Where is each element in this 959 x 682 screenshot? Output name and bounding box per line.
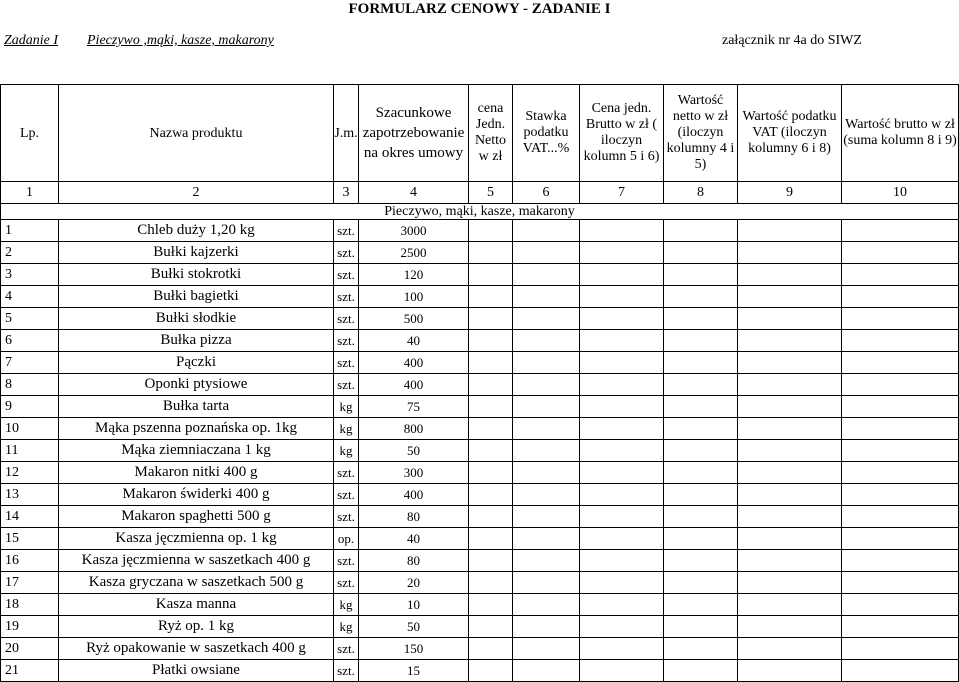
vat-value-cell[interactable] [738, 572, 842, 594]
table-row [1, 374, 959, 396]
lp-cell: 15 [1, 528, 59, 550]
net-value-cell[interactable] [664, 396, 738, 418]
quantity-cell: 75 [359, 396, 469, 418]
col-number: 9 [738, 182, 842, 204]
lp-cell: 4 [1, 286, 59, 308]
quantity-cell: 400 [359, 374, 469, 396]
lp-cell: 5 [1, 308, 59, 330]
net-value-cell[interactable] [664, 286, 738, 308]
attachment-label: załącznik nr 4a do SIWZ [722, 33, 862, 48]
lp-cell: 2 [1, 242, 59, 264]
col-number: 2 [59, 182, 334, 204]
gross-value-cell[interactable] [842, 462, 959, 484]
price-form-table [0, 84, 959, 682]
gross-price-cell[interactable] [580, 506, 664, 528]
table-row [1, 462, 959, 484]
gross-price-cell[interactable] [580, 330, 664, 352]
gross-value-cell[interactable] [842, 418, 959, 440]
vat-value-cell[interactable] [738, 286, 842, 308]
net-value-cell[interactable] [664, 660, 738, 682]
quantity-cell: 10 [359, 594, 469, 616]
lp-cell: 12 [1, 462, 59, 484]
gross-value-cell[interactable] [842, 264, 959, 286]
unit-cell: szt. [334, 352, 359, 374]
table-row [1, 220, 959, 242]
gross-price-cell[interactable] [580, 374, 664, 396]
table-row [1, 264, 959, 286]
table-row [1, 528, 959, 550]
product-name-cell: Kasza gryczana w saszetkach 500 g [59, 572, 334, 594]
table-row [1, 572, 959, 594]
gross-value-cell[interactable] [842, 550, 959, 572]
table-row [1, 330, 959, 352]
quantity-cell: 3000 [359, 220, 469, 242]
gross-value-cell[interactable] [842, 660, 959, 682]
unit-cell: szt. [334, 638, 359, 660]
vat-value-cell[interactable] [738, 220, 842, 242]
vat-rate-cell[interactable] [513, 396, 580, 418]
quantity-cell: 15 [359, 660, 469, 682]
gross-value-cell[interactable] [842, 506, 959, 528]
product-name-cell: Oponki ptysiowe [59, 374, 334, 396]
lp-cell: 9 [1, 396, 59, 418]
net-value-cell[interactable] [664, 638, 738, 660]
unit-cell: szt. [334, 462, 359, 484]
net-price-cell[interactable] [469, 550, 513, 572]
task-label: Zadanie I [4, 33, 59, 48]
net-value-cell[interactable] [664, 264, 738, 286]
col-net-value-header: Wartość netto w zł (iloczyn kolumny 4 i 5) [664, 85, 738, 182]
net-price-cell[interactable] [469, 374, 513, 396]
vat-value-cell[interactable] [738, 638, 842, 660]
product-name-cell: Płatki owsiane [59, 660, 334, 682]
table-row [1, 440, 959, 462]
net-price-cell[interactable] [469, 352, 513, 374]
vat-value-cell[interactable] [738, 506, 842, 528]
vat-rate-cell[interactable] [513, 352, 580, 374]
gross-price-cell[interactable] [580, 660, 664, 682]
net-value-cell[interactable] [664, 528, 738, 550]
table-row [1, 638, 959, 660]
product-name-cell: Mąka pszenna poznańska op. 1kg [59, 418, 334, 440]
net-value-cell[interactable] [664, 440, 738, 462]
quantity-cell: 20 [359, 572, 469, 594]
product-name-cell: Bułki bagietki [59, 286, 334, 308]
table-row [1, 308, 959, 330]
lp-cell: 6 [1, 330, 59, 352]
col-name-header: Nazwa produktu [59, 85, 334, 182]
net-price-cell[interactable] [469, 308, 513, 330]
unit-cell: szt. [334, 506, 359, 528]
gross-price-cell[interactable] [580, 220, 664, 242]
gross-price-cell[interactable] [580, 572, 664, 594]
net-price-cell[interactable] [469, 594, 513, 616]
col-qty-header: Szacunkowe zapotrzebowanie na okres umowy [359, 85, 469, 182]
unit-cell: szt. [334, 308, 359, 330]
quantity-cell: 2500 [359, 242, 469, 264]
quantity-cell: 80 [359, 550, 469, 572]
vat-rate-cell[interactable] [513, 550, 580, 572]
vat-value-cell[interactable] [738, 550, 842, 572]
vat-rate-cell[interactable] [513, 242, 580, 264]
col-number: 1 [1, 182, 59, 204]
gross-price-cell[interactable] [580, 418, 664, 440]
unit-cell: kg [334, 396, 359, 418]
gross-price-cell[interactable] [580, 462, 664, 484]
table-row [1, 594, 959, 616]
net-value-cell[interactable] [664, 484, 738, 506]
lp-cell: 8 [1, 374, 59, 396]
vat-value-cell[interactable] [738, 484, 842, 506]
section-row [1, 204, 959, 220]
quantity-cell: 100 [359, 286, 469, 308]
vat-rate-cell[interactable] [513, 594, 580, 616]
col-gross-price-header: Cena jedn. Brutto w zł ( iloczyn kolumn 5 i 6) [580, 85, 664, 182]
lp-cell: 19 [1, 616, 59, 638]
unit-cell: szt. [334, 242, 359, 264]
gross-price-cell[interactable] [580, 308, 664, 330]
column-number-row [1, 182, 959, 204]
net-value-cell[interactable] [664, 506, 738, 528]
quantity-cell: 40 [359, 330, 469, 352]
col-number: 3 [334, 182, 359, 204]
gross-value-cell[interactable] [842, 572, 959, 594]
header-row [1, 85, 959, 182]
vat-value-cell[interactable] [738, 440, 842, 462]
net-value-cell[interactable] [664, 550, 738, 572]
vat-value-cell[interactable] [738, 330, 842, 352]
unit-cell: szt. [334, 660, 359, 682]
net-value-cell[interactable] [664, 242, 738, 264]
net-value-cell[interactable] [664, 462, 738, 484]
quantity-cell: 400 [359, 352, 469, 374]
lp-cell: 18 [1, 594, 59, 616]
table-row [1, 242, 959, 264]
lp-cell: 10 [1, 418, 59, 440]
gross-price-cell[interactable] [580, 528, 664, 550]
quantity-cell: 400 [359, 484, 469, 506]
vat-rate-cell[interactable] [513, 572, 580, 594]
net-price-cell[interactable] [469, 286, 513, 308]
gross-price-cell[interactable] [580, 286, 664, 308]
vat-rate-cell[interactable] [513, 528, 580, 550]
vat-rate-cell[interactable] [513, 374, 580, 396]
unit-cell: szt. [334, 286, 359, 308]
net-value-cell[interactable] [664, 616, 738, 638]
vat-value-cell[interactable] [738, 528, 842, 550]
table-row [1, 396, 959, 418]
vat-value-cell[interactable] [738, 418, 842, 440]
vat-rate-cell[interactable] [513, 264, 580, 286]
vat-value-cell[interactable] [738, 352, 842, 374]
vat-rate-cell[interactable] [513, 440, 580, 462]
product-name-cell: Makaron spaghetti 500 g [59, 506, 334, 528]
gross-value-cell[interactable] [842, 220, 959, 242]
gross-value-cell[interactable] [842, 594, 959, 616]
vat-rate-cell[interactable] [513, 286, 580, 308]
product-name-cell: Pączki [59, 352, 334, 374]
gross-value-cell[interactable] [842, 396, 959, 418]
gross-price-cell[interactable] [580, 440, 664, 462]
table-row [1, 660, 959, 682]
unit-cell: szt. [334, 484, 359, 506]
vat-value-cell[interactable] [738, 308, 842, 330]
category-label: Pieczywo ,mąki, kasze, makarony [87, 33, 274, 48]
product-name-cell: Chleb duży 1,20 kg [59, 220, 334, 242]
gross-value-cell[interactable] [842, 308, 959, 330]
vat-value-cell[interactable] [738, 462, 842, 484]
gross-value-cell[interactable] [842, 242, 959, 264]
net-price-cell[interactable] [469, 572, 513, 594]
net-price-cell[interactable] [469, 242, 513, 264]
unit-cell: szt. [334, 330, 359, 352]
col-number: 10 [842, 182, 959, 204]
unit-cell: kg [334, 418, 359, 440]
quantity-cell: 300 [359, 462, 469, 484]
unit-cell: op. [334, 528, 359, 550]
net-price-cell[interactable] [469, 616, 513, 638]
net-value-cell[interactable] [664, 572, 738, 594]
net-value-cell[interactable] [664, 594, 738, 616]
quantity-cell: 80 [359, 506, 469, 528]
gross-value-cell[interactable] [842, 528, 959, 550]
product-name-cell: Makaron świderki 400 g [59, 484, 334, 506]
quantity-cell: 50 [359, 440, 469, 462]
net-value-cell[interactable] [664, 308, 738, 330]
gross-value-cell[interactable] [842, 484, 959, 506]
col-lp-header: Lp. [1, 85, 59, 182]
table-row [1, 550, 959, 572]
lp-cell: 13 [1, 484, 59, 506]
form-title: FORMULARZ CENOWY - ZADANIE I [348, 1, 611, 17]
net-price-cell[interactable] [469, 462, 513, 484]
unit-cell: szt. [334, 572, 359, 594]
vat-rate-cell[interactable] [513, 484, 580, 506]
gross-price-cell[interactable] [580, 352, 664, 374]
lp-cell: 1 [1, 220, 59, 242]
gross-value-cell[interactable] [842, 352, 959, 374]
vat-rate-cell[interactable] [513, 308, 580, 330]
vat-rate-cell[interactable] [513, 418, 580, 440]
lp-cell: 11 [1, 440, 59, 462]
table-row [1, 418, 959, 440]
unit-cell: kg [334, 440, 359, 462]
unit-cell: kg [334, 594, 359, 616]
gross-price-cell[interactable] [580, 242, 664, 264]
lp-cell: 3 [1, 264, 59, 286]
vat-value-cell[interactable] [738, 264, 842, 286]
product-name-cell: Ryż opakowanie w saszetkach 400 g [59, 638, 334, 660]
product-name-cell: Bułki słodkie [59, 308, 334, 330]
table-row [1, 352, 959, 374]
net-price-cell[interactable] [469, 220, 513, 242]
unit-cell: kg [334, 616, 359, 638]
col-number: 5 [469, 182, 513, 204]
lp-cell: 17 [1, 572, 59, 594]
quantity-cell: 500 [359, 308, 469, 330]
net-price-cell[interactable] [469, 484, 513, 506]
vat-rate-cell[interactable] [513, 616, 580, 638]
product-name-cell: Bułki kajzerki [59, 242, 334, 264]
lp-cell: 16 [1, 550, 59, 572]
vat-value-cell[interactable] [738, 616, 842, 638]
gross-price-cell[interactable] [580, 638, 664, 660]
vat-value-cell[interactable] [738, 396, 842, 418]
quantity-cell: 120 [359, 264, 469, 286]
lp-cell: 14 [1, 506, 59, 528]
lp-cell: 7 [1, 352, 59, 374]
vat-rate-cell[interactable] [513, 638, 580, 660]
net-value-cell[interactable] [664, 418, 738, 440]
table-row [1, 286, 959, 308]
unit-cell: szt. [334, 220, 359, 242]
net-price-cell[interactable] [469, 528, 513, 550]
vat-value-cell[interactable] [738, 660, 842, 682]
vat-rate-cell[interactable] [513, 506, 580, 528]
col-gross-value-header: Wartość brutto w zł (suma kolumn 8 i 9) [842, 85, 959, 182]
net-price-cell[interactable] [469, 638, 513, 660]
col-number: 8 [664, 182, 738, 204]
gross-value-cell[interactable] [842, 374, 959, 396]
net-price-cell[interactable] [469, 264, 513, 286]
gross-price-cell[interactable] [580, 594, 664, 616]
net-value-cell[interactable] [664, 374, 738, 396]
lp-cell: 20 [1, 638, 59, 660]
col-number: 4 [359, 182, 469, 204]
table-row [1, 506, 959, 528]
product-name-cell: Makaron nitki 400 g [59, 462, 334, 484]
vat-rate-cell[interactable] [513, 462, 580, 484]
col-unit-header: J.m. [334, 85, 359, 182]
gross-value-cell[interactable] [842, 638, 959, 660]
net-value-cell[interactable] [664, 330, 738, 352]
net-price-cell[interactable] [469, 660, 513, 682]
product-name-cell: Bułka tarta [59, 396, 334, 418]
quantity-cell: 150 [359, 638, 469, 660]
net-price-cell[interactable] [469, 396, 513, 418]
quantity-cell: 800 [359, 418, 469, 440]
gross-price-cell[interactable] [580, 484, 664, 506]
product-name-cell: Kasza jęczmienna w saszetkach 400 g [59, 550, 334, 572]
vat-value-cell[interactable] [738, 374, 842, 396]
vat-rate-cell[interactable] [513, 660, 580, 682]
gross-value-cell[interactable] [842, 286, 959, 308]
net-price-cell[interactable] [469, 418, 513, 440]
net-price-cell[interactable] [469, 440, 513, 462]
gross-price-cell[interactable] [580, 616, 664, 638]
gross-price-cell[interactable] [580, 550, 664, 572]
product-name-cell: Kasza jęczmienna op. 1 kg [59, 528, 334, 550]
net-price-cell[interactable] [469, 506, 513, 528]
gross-value-cell[interactable] [842, 440, 959, 462]
table-row [1, 616, 959, 638]
unit-cell: szt. [334, 374, 359, 396]
section-title: Pieczywo, mąki, kasze, makarony [1, 204, 959, 220]
net-value-cell[interactable] [664, 220, 738, 242]
lp-cell: 21 [1, 660, 59, 682]
product-name-cell: Kasza manna [59, 594, 334, 616]
col-vat-value-header: Wartość podatku VAT (iloczyn kolumny 6 i 8) [738, 85, 842, 182]
net-value-cell[interactable] [664, 352, 738, 374]
product-name-cell: Bułka pizza [59, 330, 334, 352]
vat-value-cell[interactable] [738, 242, 842, 264]
quantity-cell: 50 [359, 616, 469, 638]
col-net-price-header: cena Jedn. Netto w zł [469, 85, 513, 182]
product-name-cell: Mąka ziemniaczana 1 kg [59, 440, 334, 462]
unit-cell: szt. [334, 264, 359, 286]
product-name-cell: Bułki stokrotki [59, 264, 334, 286]
gross-value-cell[interactable] [842, 616, 959, 638]
col-number: 7 [580, 182, 664, 204]
table-row [1, 484, 959, 506]
gross-price-cell[interactable] [580, 396, 664, 418]
col-vat-rate-header: Stawka podatku VAT...% [513, 85, 580, 182]
unit-cell: szt. [334, 550, 359, 572]
col-number: 6 [513, 182, 580, 204]
product-name-cell: Ryż op. 1 kg [59, 616, 334, 638]
vat-value-cell[interactable] [738, 594, 842, 616]
gross-value-cell[interactable] [842, 330, 959, 352]
quantity-cell: 40 [359, 528, 469, 550]
gross-price-cell[interactable] [580, 264, 664, 286]
net-price-cell[interactable] [469, 330, 513, 352]
vat-rate-cell[interactable] [513, 330, 580, 352]
vat-rate-cell[interactable] [513, 220, 580, 242]
